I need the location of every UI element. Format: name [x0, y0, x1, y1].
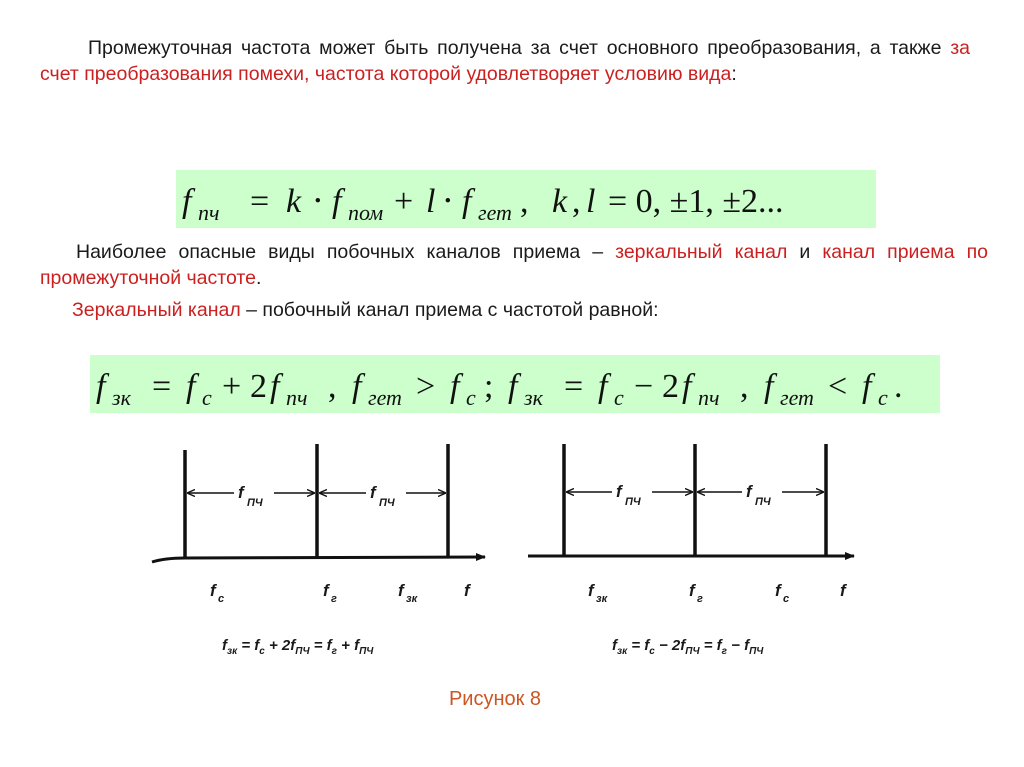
mirror-term: Зеркальный канал — [72, 299, 241, 321]
channels-tail: . — [255, 266, 262, 289]
right-tick1-sub: зк — [596, 593, 608, 605]
f2-f1: f — [96, 368, 106, 405]
f2-eq2: = — [564, 368, 584, 405]
channels-text-a: Наиболее опасные виды побочных каналов приема – — [76, 241, 616, 263]
f2-two2: 2 — [662, 368, 679, 405]
f1-plus: + — [394, 183, 414, 220]
f1-f3: f — [462, 183, 472, 220]
left-tick3-f: f — [398, 581, 404, 600]
frequency-diagrams — [130, 432, 870, 672]
left-span2-sub: ПЧ — [379, 497, 395, 509]
f2-comma1: , — [328, 368, 337, 405]
f1-comma2: , — [572, 183, 581, 220]
left-diagram — [152, 444, 485, 657]
right-span2-sub: ПЧ — [755, 496, 771, 508]
intro-text: Промежуточная частота может быть получена за счет основного преобразования, а также — [88, 37, 951, 59]
f2-sub-zk1: зк — [112, 385, 131, 410]
f1-comma: , — [520, 183, 529, 220]
f1-dot1: ⋅ — [312, 183, 324, 220]
f2-f8: f — [682, 368, 692, 405]
f2-f3: f — [270, 368, 280, 405]
intro-tail: : — [731, 62, 737, 85]
f2-f5: f — [450, 368, 460, 405]
f2-minus: − — [634, 368, 654, 405]
f1-sub-get: гет — [478, 200, 512, 225]
mirror-definition — [72, 298, 972, 324]
right-span1-f: f — [616, 482, 622, 501]
f1-l: l — [426, 183, 436, 220]
right-span2-f: f — [746, 482, 752, 501]
if-channel-highlight: канал приема по промежуточной частоте — [40, 241, 988, 289]
figure-caption: Рисунок 8 — [448, 688, 542, 710]
f1-values: = 0, ±1, ±2... — [608, 183, 784, 220]
f2-lt: < — [828, 368, 848, 405]
left-equation — [222, 637, 374, 657]
left-tick3-sub: зк — [406, 593, 418, 605]
f2-period: . — [894, 368, 903, 405]
f2-comma2: , — [740, 368, 749, 405]
right-axis-label: f — [840, 581, 846, 600]
f2-sub-c2: с — [466, 385, 476, 410]
f2-f2: f — [186, 368, 196, 405]
f1-f: f — [182, 183, 192, 220]
left-tick2-f: f — [323, 581, 329, 600]
f2-sub-c4: с — [878, 385, 888, 410]
f2-gt: > — [416, 368, 436, 405]
f1-k: k — [286, 183, 302, 220]
channels-paragraph — [40, 240, 988, 291]
intro-highlight: за счет преобразования помехи, частота которой удовлетворяет условию вида — [40, 37, 970, 85]
f2-f6: f — [508, 368, 518, 405]
f1-sub-pom: пом — [348, 200, 384, 225]
f2-f9: f — [764, 368, 774, 405]
right-tick1-f: f — [588, 581, 594, 600]
f1-f2: f — [332, 183, 342, 220]
mirror-definition-text: – побочный канал приема с частотой равной: — [240, 299, 659, 321]
svg-text:fзк = fс + 2fПЧ = fг + fПЧ: $f_{зк} = f_с + 2f_{ПЧ} = f_г + f_{ПЧ}$ — [222, 637, 374, 657]
f2-sub-c3: с — [614, 385, 624, 410]
f1-dot2: ⋅ — [442, 183, 454, 220]
left-span1-sub: ПЧ — [247, 497, 263, 509]
left-tick1-f: f — [210, 581, 216, 600]
right-span1-sub: ПЧ — [625, 496, 641, 508]
f2-f4: f — [352, 368, 362, 405]
f1-k2: k — [552, 183, 568, 220]
f2-eq1: = — [152, 368, 172, 405]
f2-sub-zk2: зк — [524, 385, 543, 410]
formula-intermediate-frequency — [176, 170, 876, 228]
f2-semicolon: ; — [484, 368, 494, 405]
f2-sub-pch2: пч — [698, 385, 720, 410]
intro-paragraph — [40, 36, 970, 87]
formula-mirror-channel — [90, 355, 940, 413]
f2-two1: 2 — [250, 368, 267, 405]
f2-f7: f — [598, 368, 608, 405]
f2-sub-pch1: пч — [286, 385, 308, 410]
mirror-channel-highlight: зеркальный канал — [615, 241, 788, 263]
right-tick3-sub: с — [783, 593, 790, 605]
right-equation — [612, 637, 764, 657]
f2-sub-get1: гет — [368, 385, 402, 410]
right-diagram — [528, 444, 854, 657]
right-tick3-f: f — [775, 581, 781, 600]
left-tick2-sub: г — [331, 593, 337, 605]
right-tick2-sub: г — [697, 593, 703, 605]
f2-sub-get2: гет — [780, 385, 814, 410]
left-tick1-sub: с — [218, 593, 225, 605]
svg-text:fзк = fс − 2fПЧ = fг − fПЧ: $f_{зк} = f_с - 2f_{ПЧ} = f_г - f_{ПЧ}$ — [612, 637, 764, 657]
right-tick2-f: f — [689, 581, 695, 600]
f1-l2: l — [586, 183, 596, 220]
f1-eq: = — [250, 183, 270, 220]
f2-f10: f — [862, 368, 872, 405]
left-axis-label: f — [464, 581, 470, 600]
f2-sub-c1: с — [202, 385, 212, 410]
left-span2-f: f — [370, 483, 376, 502]
channels-text-b: и — [787, 241, 823, 263]
f1-sub-pch: пч — [198, 200, 220, 225]
left-span1-f: f — [238, 483, 244, 502]
f2-plus: + — [222, 368, 242, 405]
